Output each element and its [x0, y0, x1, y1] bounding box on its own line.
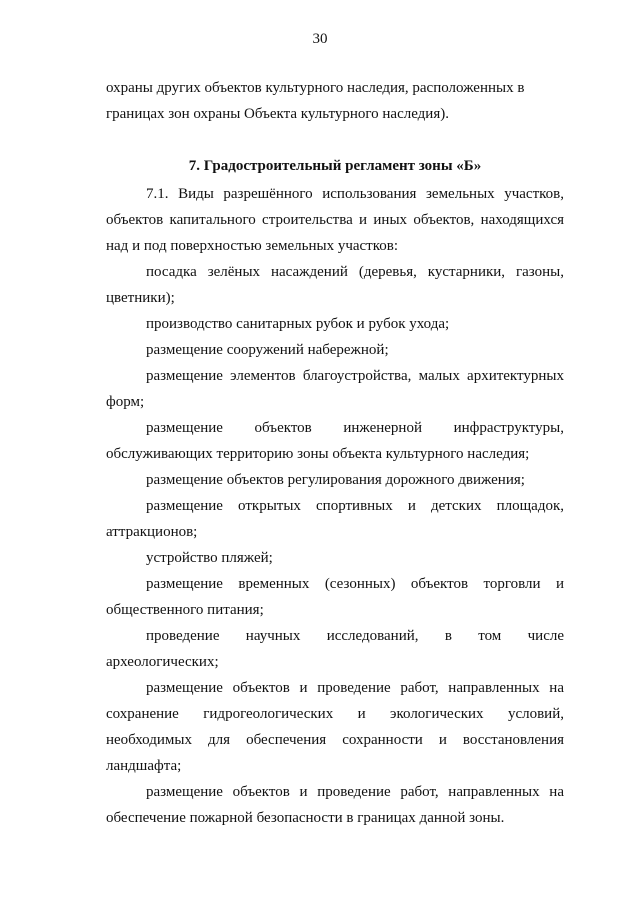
list-item-engineering-infrastructure: размещение объектов инженерной инфраструктуры, обслуживающих территорию зоны объекта культурного наследия;	[106, 420, 564, 462]
list-item-sports-grounds: размещение открытых спортивных и детских площадок, аттракционов;	[106, 498, 564, 540]
page-number: 30	[312, 31, 328, 47]
intro-line-1: охраны других объектов культурного наследия, расположенных в	[106, 80, 525, 96]
list-item-research: проведение научных исследований, в том числе археологических;	[106, 628, 564, 670]
list-item-hydrogeology: размещение объектов и проведение работ, направленных на сохранение гидрогеологических и экологических условий, необходимых для обеспечения сохранности и восстановления ландшафта;	[106, 680, 564, 774]
section-heading: 7. Градостроительный регламент зоны «Б»	[188, 158, 482, 174]
list-item-beaches: устройство пляжей;	[146, 550, 273, 566]
page-body	[106, 75, 564, 831]
list-item-landscaping: размещение элементов благоустройства, малых архитектурных форм;	[106, 368, 564, 410]
list-item-planting: посадка зелёных насаждений (деревья, кустарники, газоны, цветники);	[106, 264, 564, 306]
intro-paragraph	[106, 75, 564, 127]
intro-line-2: границах зон охраны Объекта культурного наследия).	[106, 106, 449, 122]
list-item-embankment: размещение сооружений набережной;	[146, 342, 389, 358]
list-item-fire-safety: размещение объектов и проведение работ, направленных на обеспечение пожарной безопасности в границах данной зоны.	[106, 784, 564, 826]
list-item-traffic-control: размещение объектов регулирования дорожного движения;	[146, 472, 525, 488]
list-item-seasonal-trade: размещение временных (сезонных) объектов торговли и общественного питания;	[106, 576, 564, 618]
list-item-sanitary-felling: производство санитарных рубок и рубок ухода;	[146, 316, 450, 332]
subsection-intro: 7.1. Виды разрешённого использования земельных участков, объектов капитального строительства и иных объектов, находящихся над и под поверхностью земельных участков:	[106, 186, 564, 254]
